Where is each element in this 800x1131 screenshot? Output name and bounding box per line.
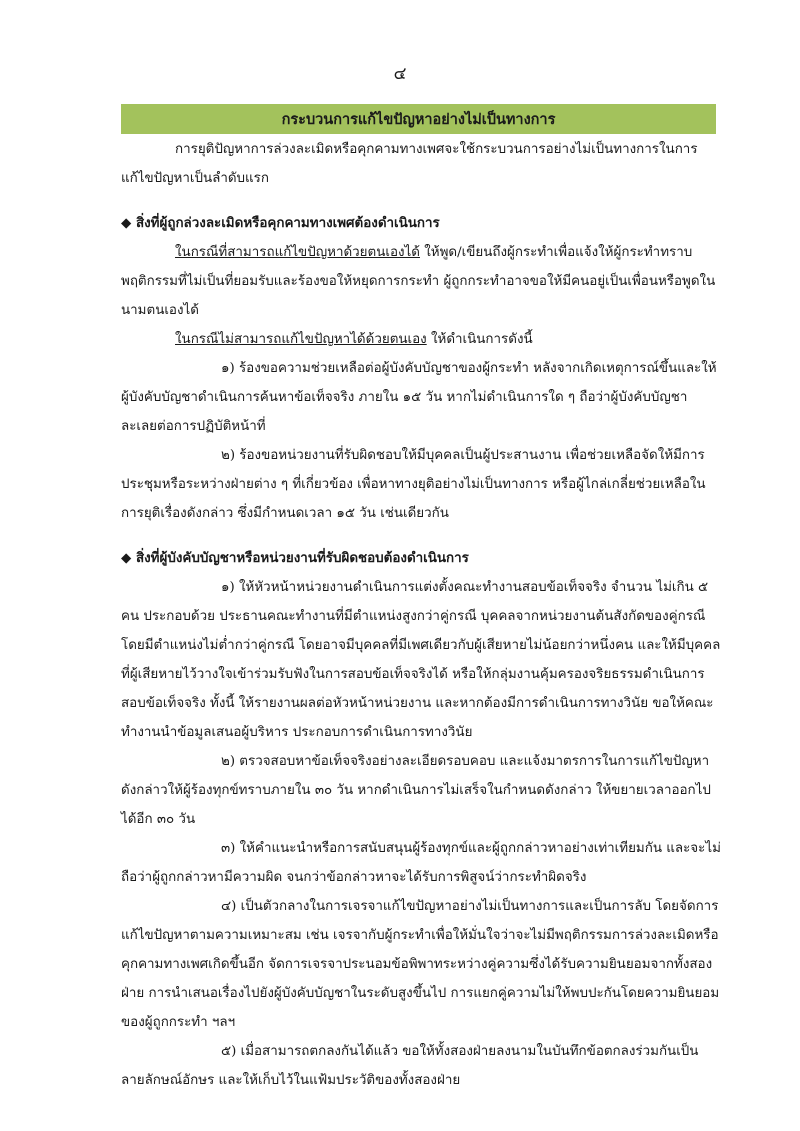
case2-text: ให้ดำเนินการดังนี้	[426, 332, 533, 347]
section1-item1: ๑) ร้องขอความช่วยเหลือต่อผู้บังคับบัญชาของผู้กระทำ หลังจากเกิดเหตุการณ์ขึ้นและให้ผู้บังคับบัญชาดำเนินการค้นหาข้อเท็จจริง ภายใน ๑๕ วัน หากไม่ดำเนินการใด ๆ ถือว่าผู้บังคับบัญชาละเลยต่อการปฏิบัติหน้าที่	[121, 361, 717, 434]
section2-item2: ๒) ตรวจสอบหาข้อเท็จจริงอย่างละเอียดรอบคอบ และแจ้งมาตรการในการแก้ไขปัญหาดังกล่าวให้ผู้ร้องทุกข์ทราบภายใน ๓๐ วัน หากดำเนินการไม่เสร็จในกำหนดดังกล่าว ให้ขยายเวลาออกไปได้อีก ๓๐ วัน	[121, 754, 711, 827]
section1-case1	[121, 238, 721, 325]
section1-heading: ◆ สิ่งที่ผู้ถูกล่วงละเมิดหรือคุกคามทางเพศต้องดำเนินการ	[121, 215, 440, 231]
section1-case2	[121, 325, 721, 354]
section-title: กระบวนการแก้ไขปัญหาอย่างไม่เป็นทางการ	[281, 110, 556, 128]
case1-label: ในกรณีที่สามารถแก้ไขปัญหาด้วยตนเองได้	[175, 245, 420, 260]
document-body	[121, 135, 721, 1095]
section2-item1: ๑) ให้หัวหน้าหน่วยงานดำเนินการแต่งตั้งคณะทำงานสอบข้อเท็จจริง จำนวน ไม่เกิน ๕ คน ประกอบด้วย ประธานคณะทำงานที่มีตำแหน่งสูงกว่าคู่กรณี บุคคลจากหน่วยงานต้นสังกัดของคู่กรณีโดยมีตำแหน่งไม่ต่ำกว่าคู่กรณี โดยอาจมีบุคคลที่มีเพศเดียวกับผู้เสียหายไม่น้อยกว่าหนึ่งคน และให้มีบุคคลที่ผู้เสียหายไว้วางใจเข้าร่วมรับฟังในการสอบข้อเท็จจริงได้ หรือให้กลุ่มงานคุ้มครองจริยธรรมดำเนินการสอบข้อเท็จจริง ทั้งนี้ ให้รายงานผลต่อหัวหน้าหน่วยงาน และหากต้องมีการดำเนินการทางวินัย ขอให้คณะทำงานนำข้อมูลเสนอผู้บริหาร ประกอบการดำเนินการทางวินัย	[121, 580, 721, 740]
section1-item2: ๒) ร้องขอหน่วยงานที่รับผิดชอบให้มีบุคคลเป็นผู้ประสานงาน เพื่อช่วยเหลือจัดให้มีการประชุมหรือระหว่างฝ่ายต่าง ๆ ที่เกี่ยวข้อง เพื่อหาทางยุติอย่างไม่เป็นทางการ หรือผู้ไกล่เกลี่ยช่วยเหลือในการยุติเรื่องดังกล่าว ซึ่งมีกำหนดเวลา ๑๕ วัน เช่นเดียวกัน	[121, 448, 706, 521]
page-number: ๔	[393, 64, 407, 84]
section2-item4: ๔) เป็นตัวกลางในการเจรจาแก้ไขปัญหาอย่างไม่เป็นทางการและเป็นการลับ โดยจัดการแก้ไขปัญหาตามความเหมาะสม เช่น เจรจากับผู้กระทำเพื่อให้มั่นใจว่าจะไม่มีพฤติกรรมการล่วงละเมิดหรือคุกคามทางเพศเกิดขึ้นอีก จัดการเจรจาประนอมข้อพิพาทระหว่างคู่ความซึ่งได้รับความยินยอมจากทั้งสองฝ่าย การนำเสนอเรื่องไปยังผู้บังคับบัญชาในระดับสูงขึ้นไป การแยกคู่ความไม่ให้พบปะกันโดยความยินยอมของผู้ถูกกระทำ ฯลฯ	[121, 899, 720, 1030]
case1-text: ให้พูด/เขียนถึงผู้กระทำเพื่อแจ้งให้ผู้กระทำทราบพฤติกรรมที่ไม่เป็นที่ยอมรับและร้องขอให้หยุดการกระทำ ผู้ถูกกระทำอาจขอให้มีคนอยู่เป็นเพื่อนหรือพูดในนามตนเองได้	[121, 245, 716, 318]
section2-item3: ๓) ให้คำแนะนำหรือการสนับสนุนผู้ร้องทุกข์และผู้ถูกกล่าวหาอย่างเท่าเทียมกัน และจะไม่ถือว่าผู้ถูกกล่าวหามีความผิด จนกว่าข้อกล่าวหาจะได้รับการพิสูจน์ว่ากระทำผิดจริง	[121, 841, 721, 885]
case2-label: ในกรณีไม่สามารถแก้ไขปัญหาได้ด้วยตนเอง	[175, 332, 427, 347]
section2-heading: ◆ สิ่งที่ผู้บังคับบัญชาหรือหน่วยงานที่รับผิดชอบต้องดำเนินการ	[121, 550, 469, 566]
section2-item5: ๕) เมื่อสามารถตกลงกันได้แล้ว ขอให้ทั้งสองฝ่ายลงนามในบันทึกข้อตกลงร่วมกันเป็นลายลักษณ์อักษร และให้เก็บไว้ในแฟ้มประวัติของทั้งสองฝ่าย	[121, 1044, 699, 1088]
section-title-bar	[121, 104, 716, 134]
intro-paragraph: การยุติปัญหาการล่วงละเมิดหรือคุกคามทางเพศจะใช้กระบวนการอย่างไม่เป็นทางการในการแก้ไขปัญหาเป็นลำดับแรก	[121, 142, 698, 186]
